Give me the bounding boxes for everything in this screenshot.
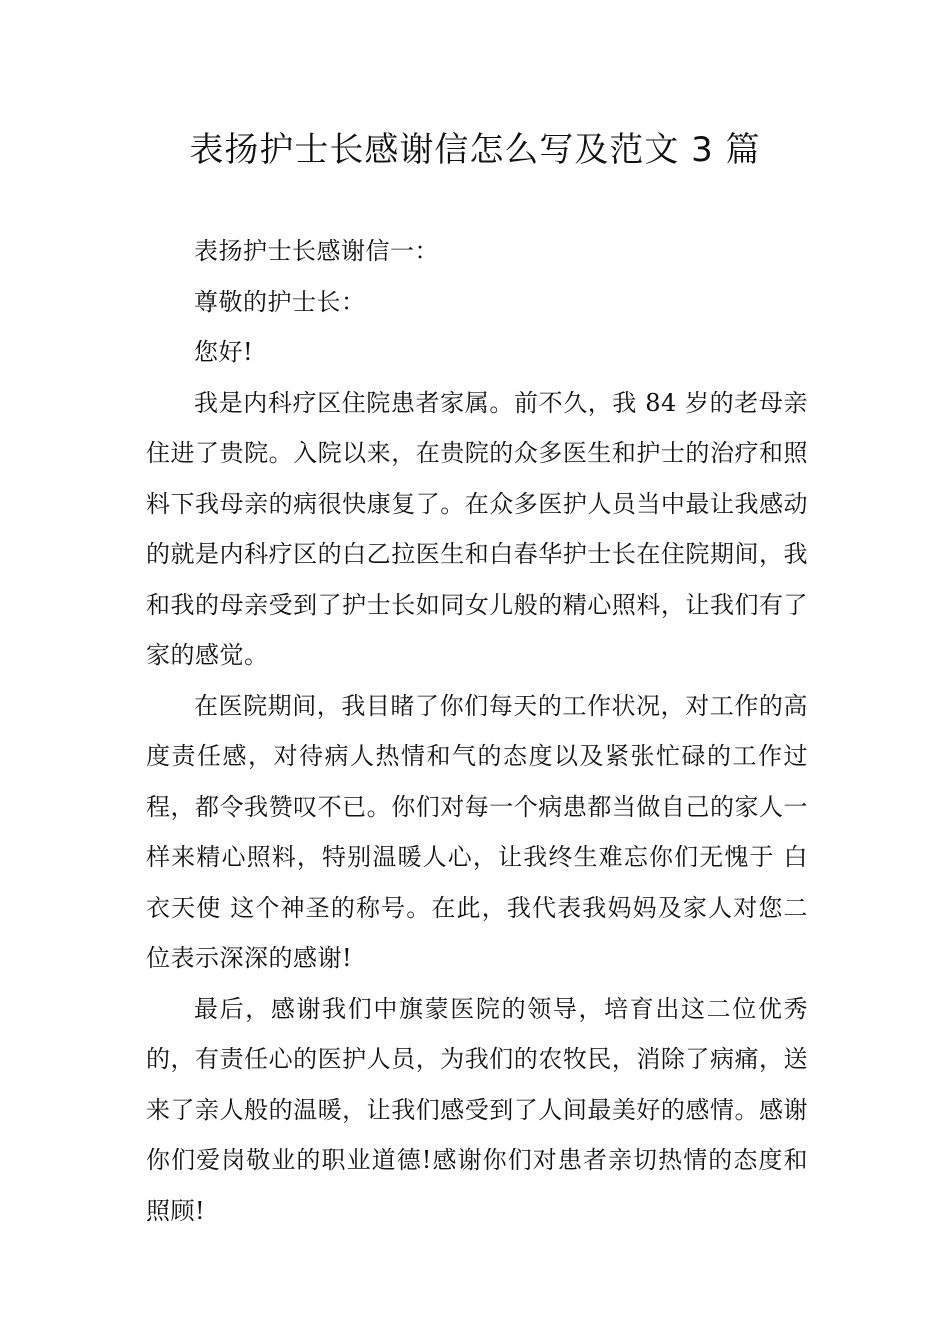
paragraph-3: 最后，感谢我们中旗蒙医院的领导，培育出这二位优秀的，有责任心的医护人员，为我们的农牧民，消除了病痛，送来了亲人般的温暖，让我们感受到了人间最美好的感情。感谢你们爱岗敬业的职业道德!感谢你们对患者亲切热情的态度和照顾! [146,994,808,1225]
salutation: 尊敬的护士长： [194,287,366,316]
document-body [146,226,808,1236]
greeting: 您好! [194,338,254,366]
paragraph-2: 在医院期间，我目睹了你们每天的工作状况，对工作的高度责任感，对待病人热情和气的态度以及紧张忙碌的工作过程，都令我赞叹不已。你们对每一个病患都当做自己的家人一样来精心照料，特别温暖人心，让我终生难忘你们无愧于 白衣天使 这个神圣的称号。在此，我代表我妈妈及家人对您二位表示深深的感谢! [146,691,808,972]
paragraph-1: 我是内科疗区住院患者家属。前不久，我 84 岁的老母亲住进了贵院。入院以来，在贵院的众多医生和护士的治疗和照料下我母亲的病很快康复了。在众多医护人员当中最让我感动的就是内科疗区的白乙拉医生和白春华护士长在住院期间，我和我的母亲受到了护士长如同女儿般的精心照料，让我们有了家的感觉。 [146,388,808,669]
letter-heading: 表扬护士长感谢信一： [194,237,439,265]
document-title: 表扬护士长感谢信怎么写及范文 3 篇 [189,130,761,170]
